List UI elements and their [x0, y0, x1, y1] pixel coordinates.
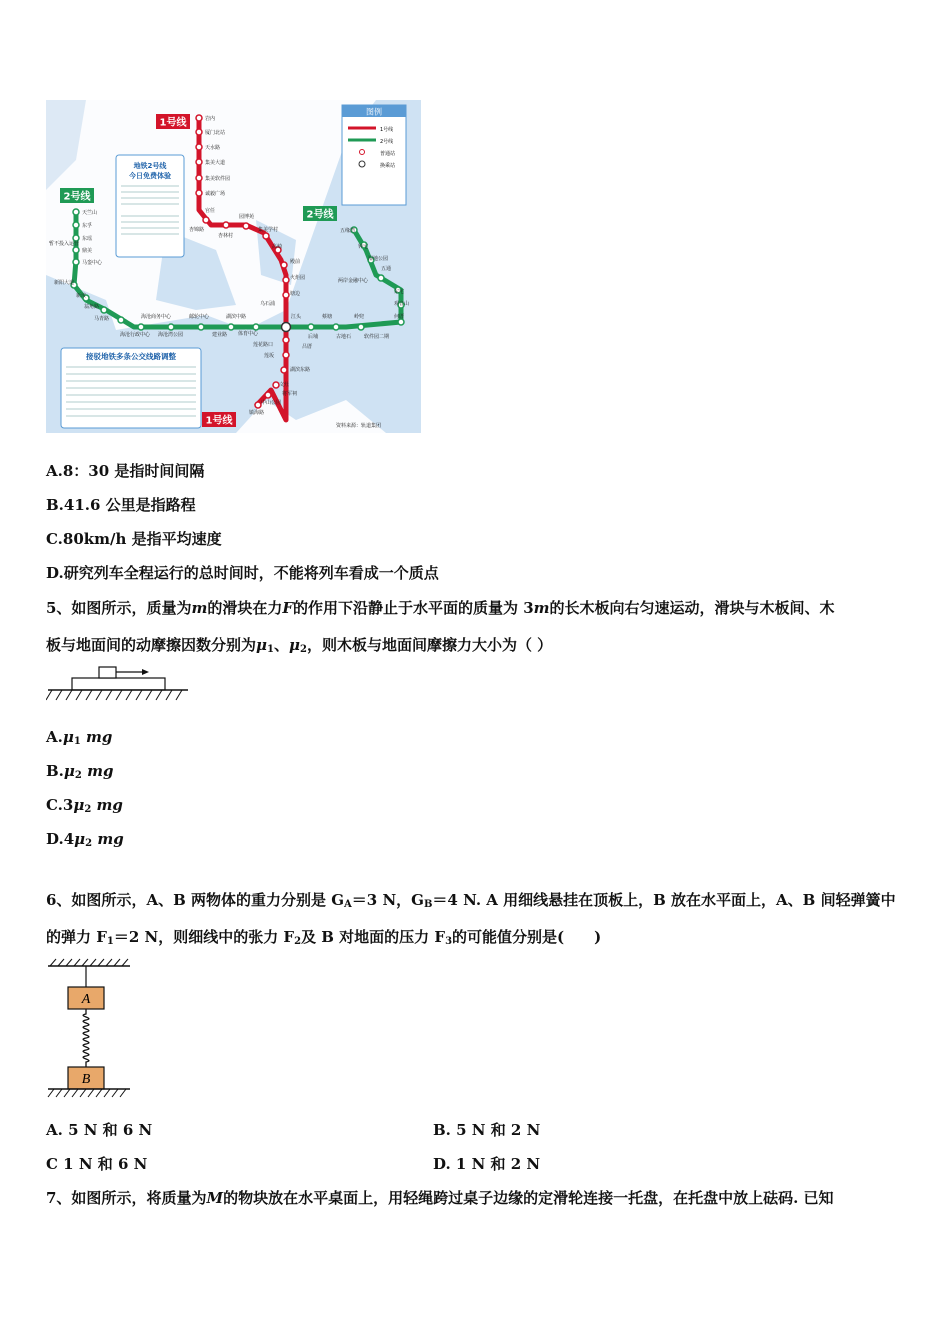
st2-2: 东孚 [82, 223, 93, 229]
st2-23: 钟宅 [358, 244, 369, 250]
q5-option-a: $A.\mu_1$ mg [46, 728, 113, 747]
st-18: 将军祠 [282, 391, 298, 397]
st-11: 集美学村 [258, 227, 279, 233]
st2-10: 海沧行政中心 [120, 332, 151, 338]
st-7: 官任 [205, 208, 216, 214]
st2-12: 海沧商务中心 [141, 314, 172, 320]
st2-19: 观音山 [394, 301, 410, 307]
legend-title: 图例 [366, 107, 382, 117]
st2-25: 两岸金融中心 [338, 278, 369, 284]
map-source: 资料来源：轨道集团 [336, 423, 382, 429]
st-24: 体育中心 [238, 331, 259, 337]
q5-option-b: $B.\mu_2$ mg [46, 762, 114, 781]
st2-14: 建业路 [212, 332, 228, 338]
st2-27: 古地石 [336, 334, 352, 340]
st2-5: 马銮中心 [82, 260, 103, 266]
q4-option-b: B.41.6 公里是指路程 [46, 496, 196, 514]
promo-title-1: 地铁2号线 [133, 162, 167, 170]
st2-18: 何厝 [394, 314, 405, 320]
st-20: 中山公园 [261, 400, 282, 406]
q7-stem-line1: 7、如图所示，将质量为M的物块放在水平桌面上，用轻绳跨过桌子边缘的定滑轮连接一托盘，在托盘中放上砝码. 已知 [46, 1189, 834, 1207]
block-a-label: A [81, 992, 91, 1007]
line1-label-bottom: 1号线 [205, 415, 233, 427]
st-5: 集美软件园 [205, 176, 231, 182]
st-10: 杏林村 [218, 233, 234, 239]
metro-map-figure [46, 100, 421, 433]
st-3: 天水路 [205, 145, 221, 151]
st-15: 塘边 [290, 291, 301, 297]
st2-20: 东宅 [394, 289, 405, 295]
st-2: 厦门北站 [205, 130, 226, 136]
q6-stem-line1: 6、如图所示，A、B 两物体的重力分别是 $G_A=3$ N，$G_B=4$ N. A 用细线悬挂在顶板上，B 放在水平面上，A、B 间轻弹簧中 [46, 891, 896, 910]
st2-17: 岭兜 [354, 314, 365, 320]
st-1: 岩内 [205, 116, 216, 122]
st-14: 火炬园 [290, 275, 306, 281]
q4-option-c: C.80km/h 是指平均速度 [46, 530, 222, 548]
st-6: 诚毅广场 [205, 191, 226, 197]
st2-7: 新垵 [76, 293, 87, 299]
st2-6: 新阳大道 [54, 280, 75, 286]
st-17: 湖滨东路 [290, 367, 311, 373]
q5-option-d: $D.4\mu_2$ mg [46, 830, 124, 849]
q6-figure [46, 956, 132, 1105]
st-16: 乌石浦 [260, 301, 276, 307]
st-9: 杏锦路 [189, 227, 205, 233]
st-13: 殿前 [290, 259, 301, 265]
q4-option-a: A.8：30 是指时间间隔 [46, 462, 205, 480]
note-left: 暂不投入运营 [49, 241, 80, 247]
q6-stem-line2: 的弹力 $F_1=2$ N，则细线中的张力 $F_2$及 B 对地面的压力 $F_3$的可能值分别是( ) [46, 928, 602, 947]
legend-item-3: 普通站 [380, 151, 396, 157]
st2-4: 鼎美 [82, 248, 93, 254]
st-19: 文灶 [279, 382, 290, 388]
st2-22: 湿地公园 [368, 256, 389, 262]
st2-9: 马青路 [94, 316, 110, 322]
st2-13: 邮轮中心 [189, 314, 210, 320]
st-23: 莲花路口 [253, 342, 274, 348]
q5-stem-line2: 板与地面间的动摩擦因数分别为$\mu_1$、$\mu_2$，则木板与地面间摩擦力大小为（ ） [46, 636, 553, 655]
q5-option-c: $C.3\mu_2$ mg [46, 796, 123, 815]
legend-item-4: 换乘站 [380, 163, 396, 169]
st-12: 高崎 [272, 244, 283, 250]
line2-label-left: 2号线 [63, 191, 91, 203]
st2-11: 海沧湾公园 [158, 332, 184, 338]
st2-28: 后埔 [308, 334, 319, 340]
st2-1: 天竺山 [82, 210, 98, 216]
st2-15: 江头 [291, 314, 302, 320]
q6-option-b: B. 5 N 和 2 N [433, 1121, 541, 1139]
st2-29: 软件园二期 [364, 334, 390, 340]
line2-label-right: 2号线 [306, 209, 334, 221]
st-22: 莲坂 [264, 353, 275, 359]
st2-26: 吕厝 [302, 344, 313, 350]
st2-24: 五缘湾 [340, 228, 356, 234]
st2-16: 蔡塘 [322, 314, 333, 320]
promo-title-2: 今日免费体验 [129, 172, 171, 180]
st-4: 集美大道 [205, 160, 226, 166]
st-8: 园博苑 [239, 214, 255, 220]
q6-option-a: A. 5 N 和 6 N [46, 1121, 153, 1139]
line1-label-top: 1号线 [159, 117, 187, 129]
block-b-label: B [81, 1072, 91, 1087]
q6-option-c: C 1 N 和 6 N [46, 1155, 148, 1173]
q6-option-d: D. 1 N 和 2 N [433, 1155, 541, 1173]
st-21: 镇海路 [249, 410, 265, 416]
st2-8: 翁角路 [84, 304, 100, 310]
legend-item-2: 2号线 [380, 139, 394, 145]
legend-item-1: 1号线 [380, 127, 394, 133]
st2-21: 五通 [381, 266, 392, 272]
st-25: 湖滨中路 [226, 314, 247, 320]
bus-title: 接驳地铁多条公交线路调整 [86, 352, 176, 361]
q5-figure [46, 662, 191, 708]
st2-3: 东瑶 [82, 236, 93, 242]
q5-stem-line1: 5、如图所示，质量为m的滑块在力F的作用下沿静止于水平面的质量为 3m的长木板向右匀速运动，滑块与木板间、木 [46, 599, 835, 617]
q4-option-d: D.研究列车全程运行的总时间时，不能将列车看成一个质点 [46, 564, 439, 582]
